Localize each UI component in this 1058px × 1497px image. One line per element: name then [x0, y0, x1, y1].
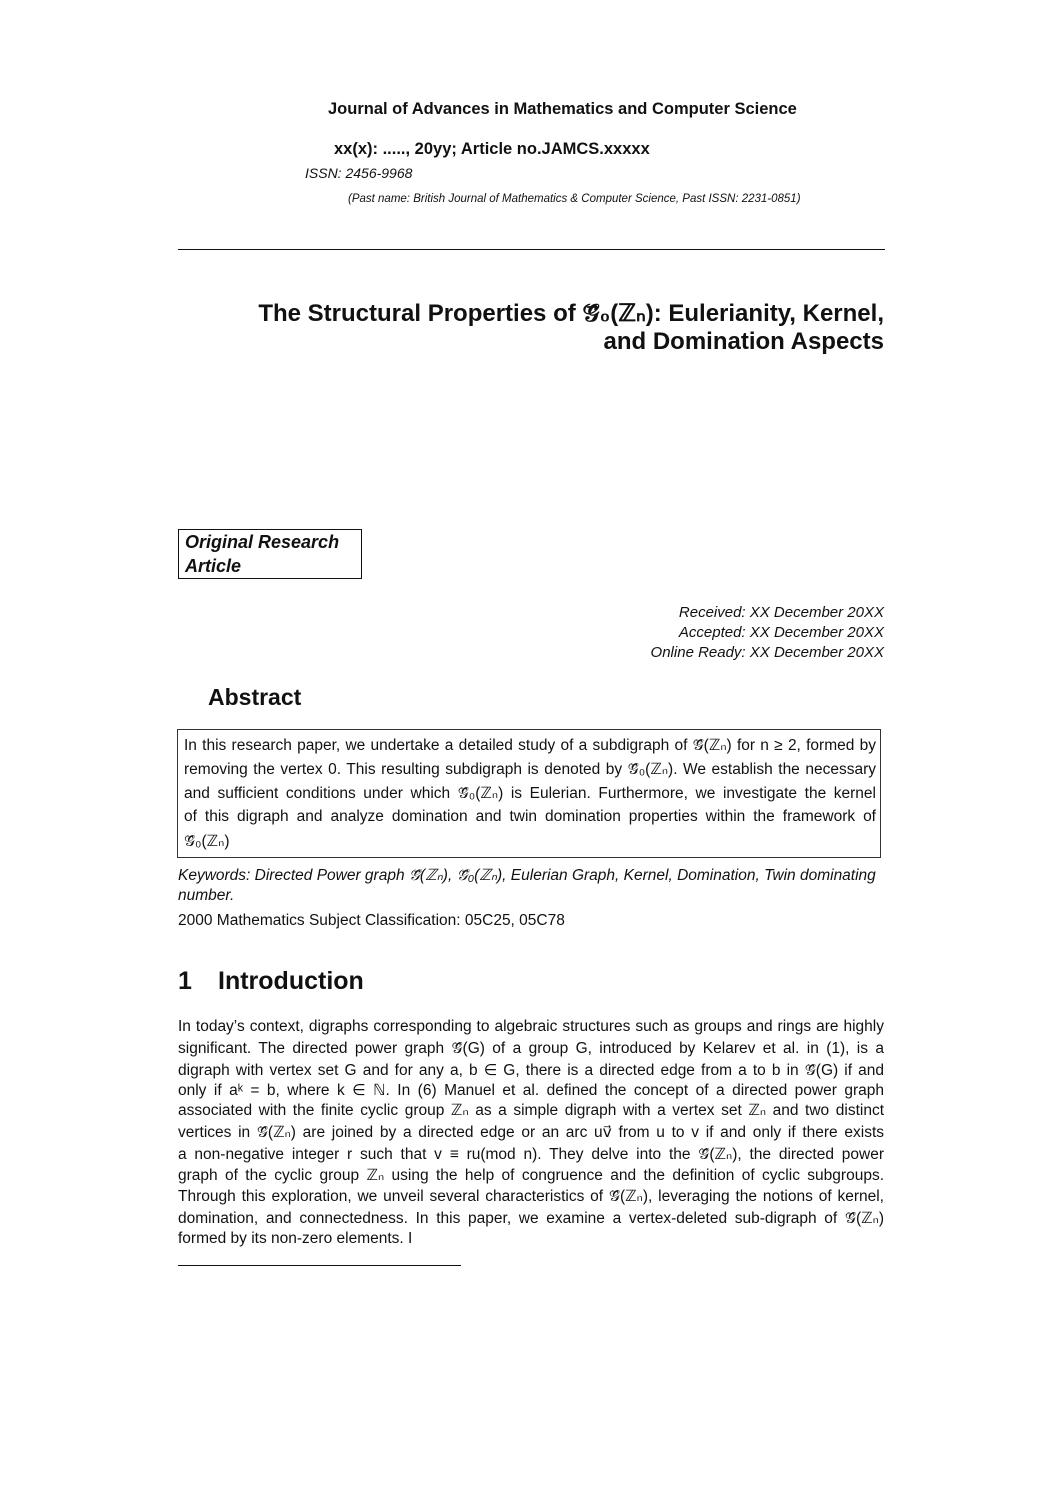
section-heading: Introduction: [218, 967, 364, 995]
intro-line: a non-negative integer r such that v ≡ ru(mod n). They delve into the 𝒢⃗(ℤₙ), the directed power: [178, 1146, 884, 1163]
intro-line: only if aᵏ = b, where k ∈ ℕ. In (6) Manuel et al. defined the concept of a directed power graph: [178, 1082, 884, 1099]
keywords-line1: Keywords: Directed Power graph 𝒢⃗(ℤₙ), 𝒢⃗₀(ℤₙ), Eulerian Graph, Kernel, Domination, Twin dominating: [178, 867, 876, 884]
intro-line: domination, and connectedness. In this paper, we examine a vertex-deleted sub-digraph of 𝒢⃗(ℤₙ): [178, 1210, 884, 1227]
dates: [651, 603, 884, 663]
accepted-date: Accepted: XX December 20XX: [678, 624, 884, 641]
intro-line: vertices in 𝒢⃗(ℤₙ) are joined by a directed edge or an arc uv⃗ from u to v if and only if there exists: [178, 1124, 884, 1141]
footnote-rule: [178, 1265, 461, 1266]
abstract-line: and sufficient conditions under which 𝒢⃗₀(ℤₙ) is Eulerian. Furthermore, we investigate the kernel: [184, 785, 876, 802]
section-number: 1: [178, 967, 192, 995]
intro-line: digraph with vertex set G and for any a, b ∈ G, there is a directed edge from a to b in 𝒢⃗(G) if and: [178, 1062, 884, 1079]
abstract-line: removing the vertex 0. This resulting subdigraph is denoted by 𝒢⃗₀(ℤₙ). We establish the necessary: [184, 761, 876, 778]
received-date: Received: XX December 20XX: [678, 604, 884, 621]
paper-title-line2: and Domination Aspects: [603, 328, 884, 355]
past-name: (Past name: British Journal of Mathematics & Computer Science, Past ISSN: 2231-0851): [348, 193, 801, 205]
abstract-line: of this digraph and analyze domination and twin domination properties within the framework of: [184, 808, 876, 825]
abstract-line: In this research paper, we undertake a detailed study of a subdigraph of 𝒢⃗(ℤₙ) for n ≥ 2, formed by: [184, 737, 876, 754]
keywords-line2: number.: [178, 887, 235, 904]
intro-line: formed by its non-zero elements. I: [178, 1230, 413, 1247]
issn: ISSN: 2456-9968: [305, 165, 413, 181]
journal-name: Journal of Advances in Mathematics and Computer Science: [328, 100, 797, 118]
intro-line: In today’s context, digraphs corresponding to algebraic structures such as groups and rings are highly: [178, 1018, 884, 1035]
intro-line: graph of the cyclic group ℤₙ using the help of congruence and the definition of cyclic subgroups.: [178, 1167, 884, 1184]
intro-line: associated with the finite cyclic group ℤₙ as a simple digraph with a vertex set ℤₙ and two distinct: [178, 1102, 884, 1119]
msc-classification: 2000 Mathematics Subject Classification: 05C25, 05C78: [178, 912, 565, 929]
intro-line: Through this exploration, we unveil several characteristics of 𝒢⃗(ℤₙ), leveraging the notions of kernel,: [178, 1188, 884, 1205]
article-type-line2: Article: [185, 556, 242, 576]
abstract-heading: Abstract: [208, 684, 302, 710]
intro-line: significant. The directed power graph 𝒢⃗(G) of a group G, introduced by Kelarev et al. in (1), is a: [178, 1040, 884, 1057]
article-type-box: [178, 529, 362, 579]
article-type-line1: Original Research: [185, 532, 340, 552]
header-rule: [178, 249, 885, 250]
abstract-line: 𝒢⃗₀(ℤₙ): [184, 833, 230, 850]
paper-title-line1: The Structural Properties of 𝒢⃗₀(ℤₙ): Eulerianity, Kernel,: [258, 300, 884, 327]
online-date: Online Ready: XX December 20XX: [650, 644, 884, 661]
article-citation: xx(x): ....., 20yy; Article no.JAMCS.xxxxx: [334, 140, 650, 158]
